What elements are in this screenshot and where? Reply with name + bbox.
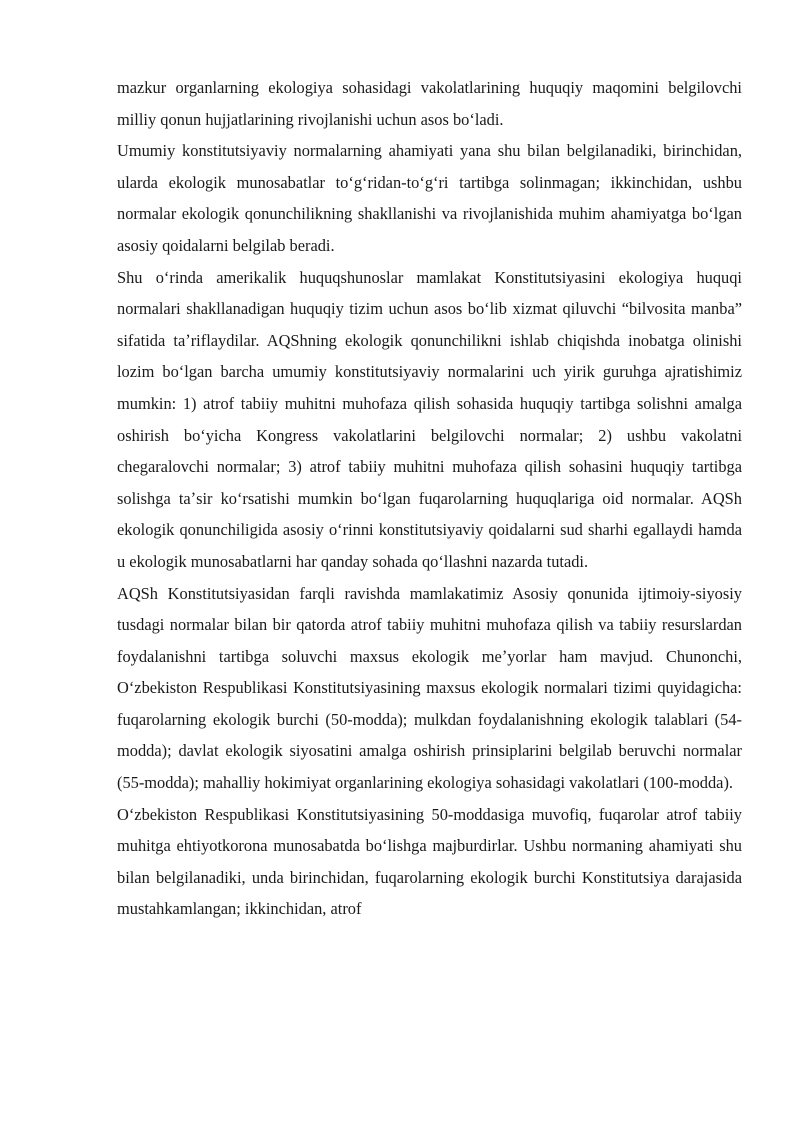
paragraph-5: Oʻzbekiston Respublikasi Konstitutsiyasining 50-moddasiga muvofiq, fuqarolar atrof tabiiy muhitga ehtiyotkorona munosabatda boʻlishga majburdirlar. Ushbu normaning ahamiyati shu bilan belgilanadiki, unda birinchidan, fuqarolarning ekologik burchi Konstitutsiya darajasida mustahkamlangan; ikkinchidan, atrof: [117, 804, 742, 919]
paragraph-2: Umumiy konstitutsiyaviy normalarning ahamiyati yana shu bilan belgilanadiki, birinchidan, ularda ekologik munosabatlar toʻgʻridan-toʻgʻri tartibga solinmagan; ikkinchidan, ushbu normalar ekologik qonunchilikning shakllanishi va rivojlanishida muhim ahamiyatga boʻlgan asosiy qoidalarni belgilab beradi.: [117, 141, 742, 255]
paragraph-4: AQSh Konstitutsiyasidan farqli ravishda mamlakatimiz Asosiy qonunida ijtimoiy-siyosiy tusdagi normalar bilan bir qatorda atrof tabiiy muhitni muhofaza qilish va tabiiy resurslardan foydalanishni tartibga soluvchi maxsus ekologik meʼyorlar ham mavjud. Chunonchi, Oʻzbekiston Respublikasi Konstitutsiyasining maxsus ekologik normalari tizimi quyidagicha: fuqarolarning ekologik burchi (50-modda); mulkdan foydalanishning ekologik talablari (54-modda); davlat ekologik siyosatini amalga oshirish prinsiplarini belgilab beruvchi normalar (55-modda); mahalliy hokimiyat organlarining ekologiya sohasidagi vakolatlari (100-modda).: [117, 583, 742, 793]
paragraph-1: mazkur organlarning ekologiya sohasidagi vakolatlarining huquqiy maqomini belgilovchi milliy qonun hujjatlarining rivojlanishi uchun asos boʻladi.: [117, 78, 742, 129]
paragraph-3: Shu oʻrinda amerikalik huquqshunoslar mamlakat Konstitutsiyasini ekologiya huquqi normalari shakllanadigan huquqiy tizim uchun asos boʻlib xizmat qiluvchi “bilvosita manba” sifatida taʼriflaydilar. AQShning ekologik qonunchilikni ishlab chiqishda inobatga olinishi lozim boʻlgan barcha umumiy konstitutsiyaviy normalarini uch yirik guruhga ajratishimiz mumkin: 1) atrof tabiiy muhitni muhofaza qilish sohasida huquqiy tartibga solishni amalga oshirish boʻyicha Kongress vakolatlarini belgilovchi normalar; 2) ushbu vakolatni chegaralovchi normalar; 3) atrof tabiiy muhitni muhofaza qilish sohasini huquqiy tartibga solishga taʼsir koʻrsatishi mumkin boʻlgan fuqarolarning huquqlariga oid normalar. AQSh ekologik qonunchiligida asosiy oʻrinni konstitutsiyaviy qoidalarni sud sharhi egallaydi hamda u ekologik munosabatlarni har qanday sohada qoʻllashni nazarda tutadi.: [117, 267, 742, 571]
document-body: [117, 72, 742, 925]
